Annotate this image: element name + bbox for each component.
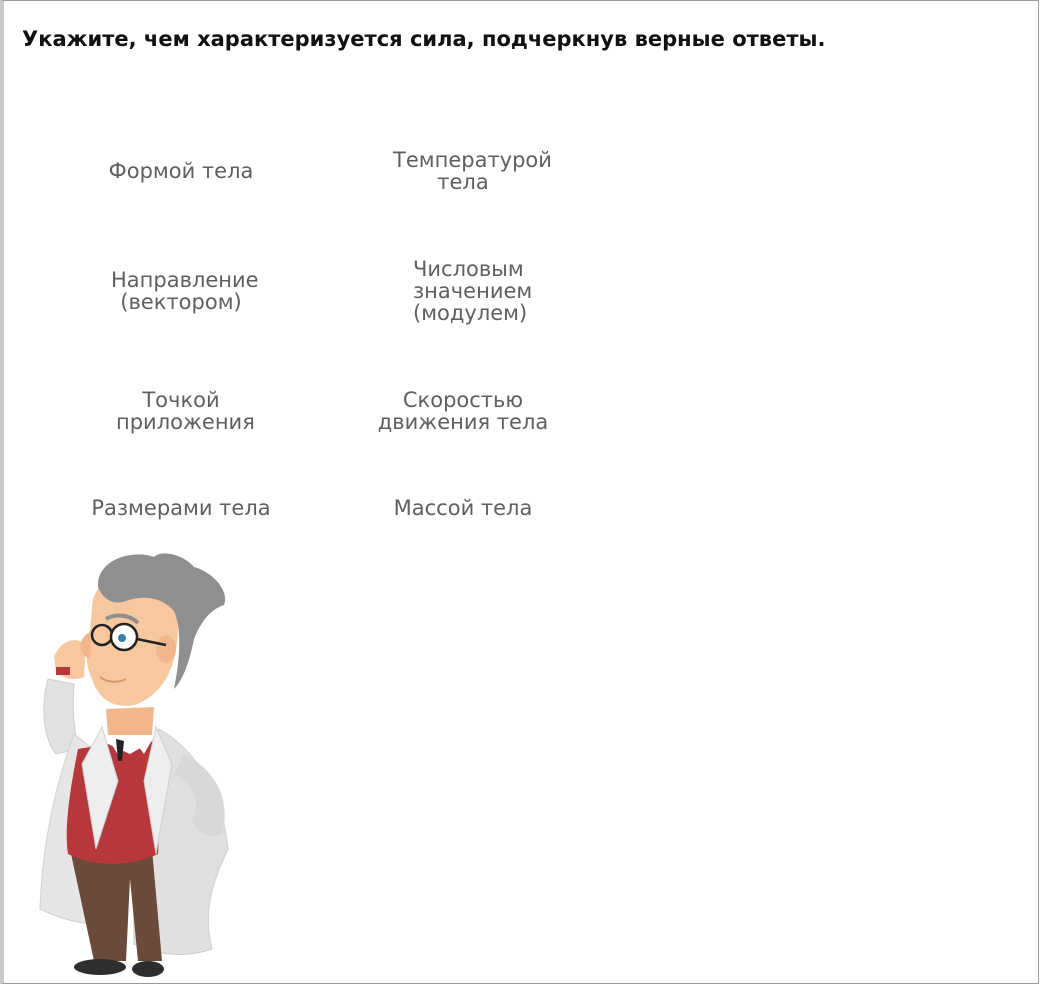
option-body-size[interactable]: Размерами тела — [91, 496, 271, 520]
option-direction-vector[interactable]: Направление (вектором) — [111, 268, 259, 314]
option-numeric-value-modulus[interactable]: Числовым значением (модулем) — [413, 257, 533, 325]
question-text: Укажите, чем характеризуется сила, подчеркнув верные ответы. — [22, 27, 826, 51]
option-body-temperature[interactable]: Температурой тела — [393, 148, 552, 194]
option-body-speed[interactable]: Скоростью движения тела — [377, 388, 549, 434]
option-body-mass[interactable]: Массой тела — [393, 496, 533, 520]
option-body-shape[interactable]: Формой тела — [108, 159, 254, 183]
scientist-illustration — [34, 549, 244, 979]
option-application-point[interactable]: Точкой приложения — [116, 388, 255, 434]
